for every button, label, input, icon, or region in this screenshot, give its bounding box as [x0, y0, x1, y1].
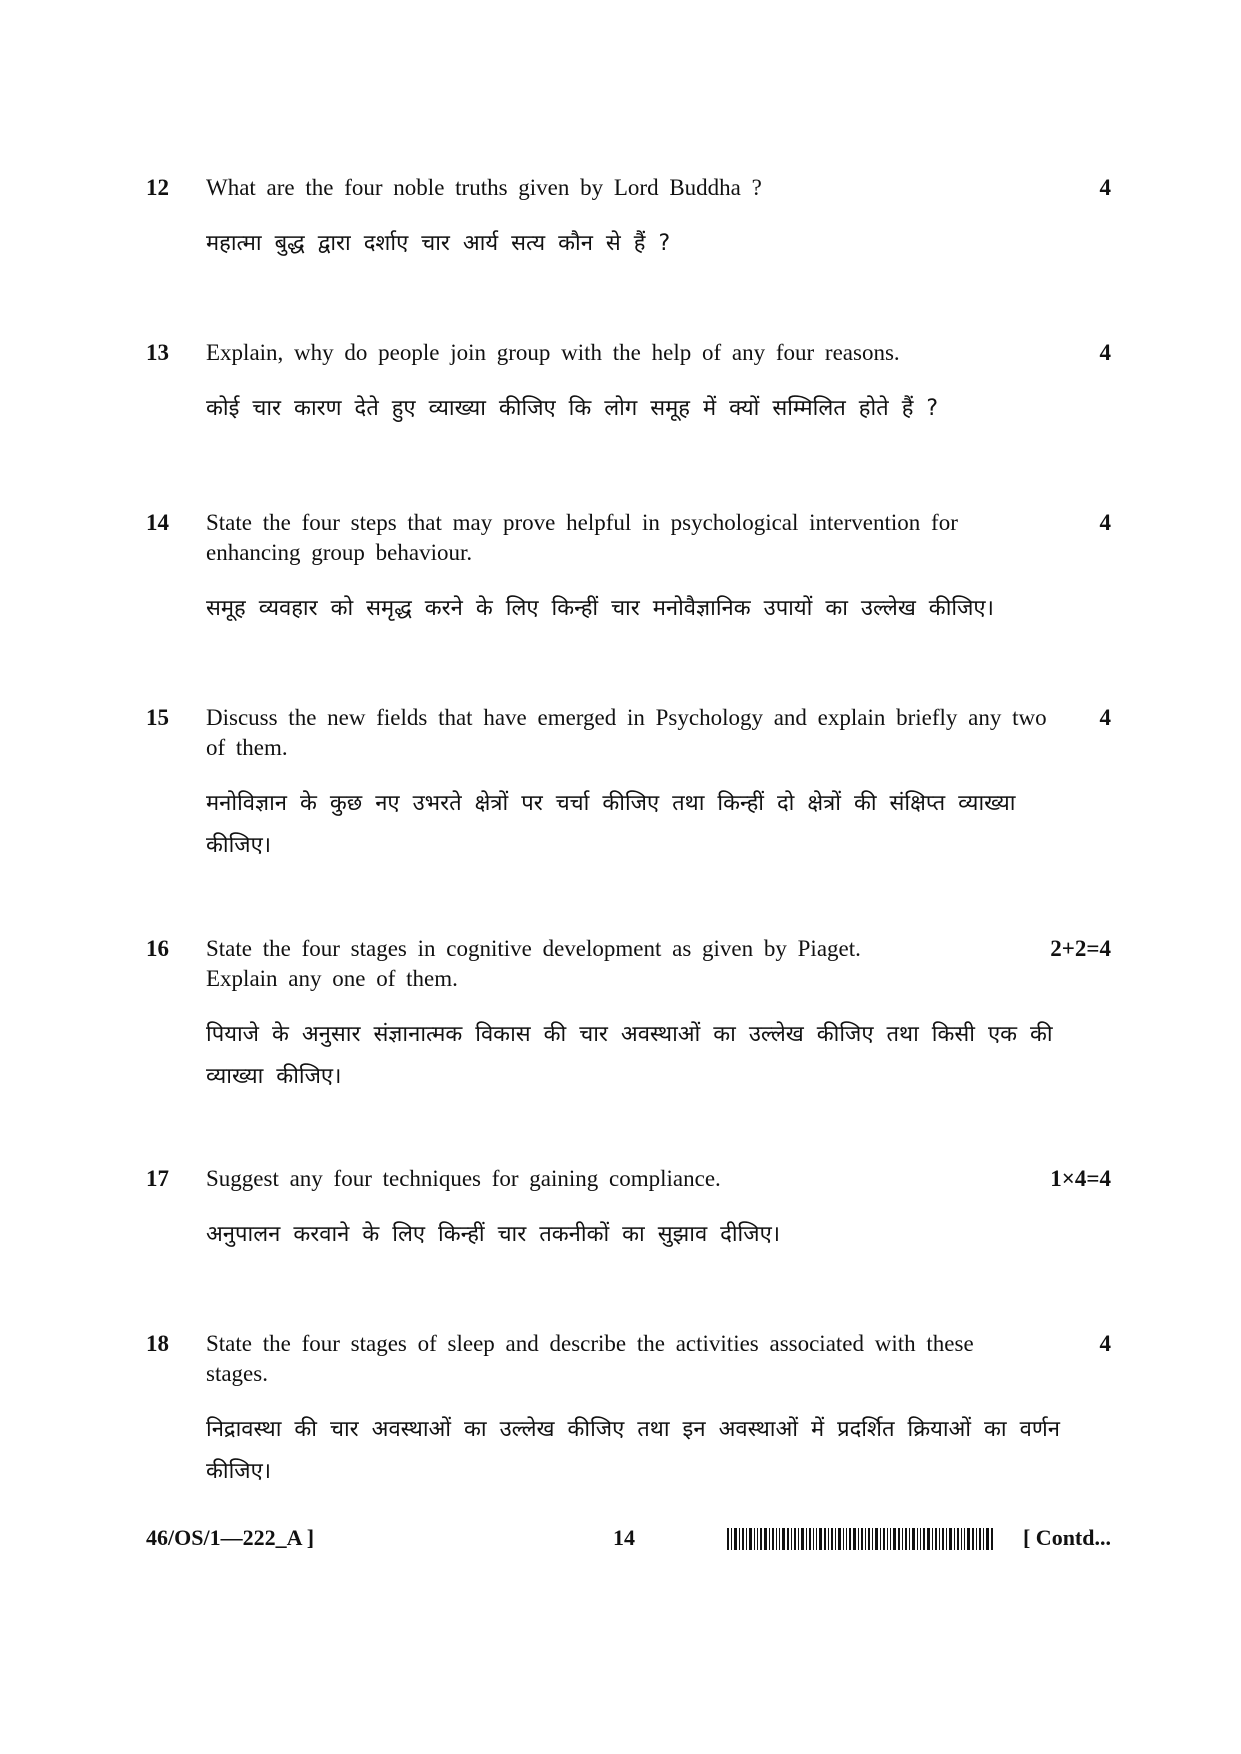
- page-footer: [0, 1522, 1241, 1562]
- question-text-english: Explain, why do people join group with the help of any four reasons.: [206, 340, 900, 365]
- barcode-icon: [727, 1528, 993, 1550]
- question-text-hindi: मनोविज्ञान के कुछ नए उभरते क्षेत्रों पर चर्चा कीजिए तथा किन्हीं दो क्षेत्रों की संक्षिप्त व्याख्या कीजिए।: [206, 791, 1016, 858]
- page-number: 14: [613, 1525, 635, 1550]
- continued-label: [ Contd...: [1022, 1525, 1111, 1550]
- question-text-hindi: निद्रावस्था की चार अवस्थाओं का उल्लेख कीजिए तथा इन अवस्थाओं में प्रदर्शित क्रियाओं का वर्णन कीजिए।: [206, 1417, 1060, 1484]
- question-marks: 4: [1099, 510, 1111, 535]
- question-text-english: State the four stages in cognitive development as given by Piaget. Explain any one of them.: [206, 936, 861, 991]
- question-text-english: What are the four noble truths given by Lord Buddha ?: [206, 175, 762, 200]
- question-text-hindi: अनुपालन करवाने के लिए किन्हीं चार तकनीकों का सुझाव दीजिए।: [206, 1222, 781, 1247]
- question-number: 15: [146, 705, 169, 730]
- question-text-english: Suggest any four techniques for gaining compliance.: [206, 1166, 721, 1191]
- question-number: 18: [146, 1331, 169, 1356]
- question-number: 12: [146, 175, 169, 200]
- question-text-hindi: कोई चार कारण देते हुए व्याख्या कीजिए कि लोग समूह में क्यों सम्मिलित होते हैं ?: [206, 396, 939, 421]
- question-text-hindi: महात्मा बुद्ध द्वारा दर्शाए चार आर्य सत्य कौन से हैं ?: [206, 231, 671, 256]
- question-text-hindi: पियाजे के अनुसार संज्ञानात्मक विकास की चार अवस्थाओं का उल्लेख कीजिए तथा किसी एक की व्याख्या कीजिए।: [206, 1022, 1053, 1089]
- question-marks: 4: [1099, 705, 1111, 730]
- question-text-english: Discuss the new fields that have emerged in Psychology and explain briefly any two of them.: [206, 705, 1047, 760]
- paper-code: 46/OS/1—222_A ]: [146, 1525, 315, 1550]
- question-marks: 1×4=4: [1050, 1166, 1111, 1191]
- question-marks: 4: [1099, 1331, 1111, 1356]
- question-marks: 4: [1099, 175, 1111, 200]
- question-number: 13: [146, 340, 169, 365]
- question-number: 16: [146, 936, 169, 961]
- question-text-english: State the four stages of sleep and describe the activities associated with these stages.: [206, 1331, 974, 1386]
- question-number: 14: [146, 510, 169, 535]
- question-text-english: State the four steps that may prove helpful in psychological intervention for enhancing group behaviour.: [206, 510, 958, 565]
- question-text-hindi: समूह व्यवहार को समृद्ध करने के लिए किन्हीं चार मनोवैज्ञानिक उपायों का उल्लेख कीजिए।: [206, 596, 994, 621]
- question-number: 17: [146, 1166, 169, 1191]
- question-marks: 4: [1099, 340, 1111, 365]
- question-marks: 2+2=4: [1050, 936, 1111, 961]
